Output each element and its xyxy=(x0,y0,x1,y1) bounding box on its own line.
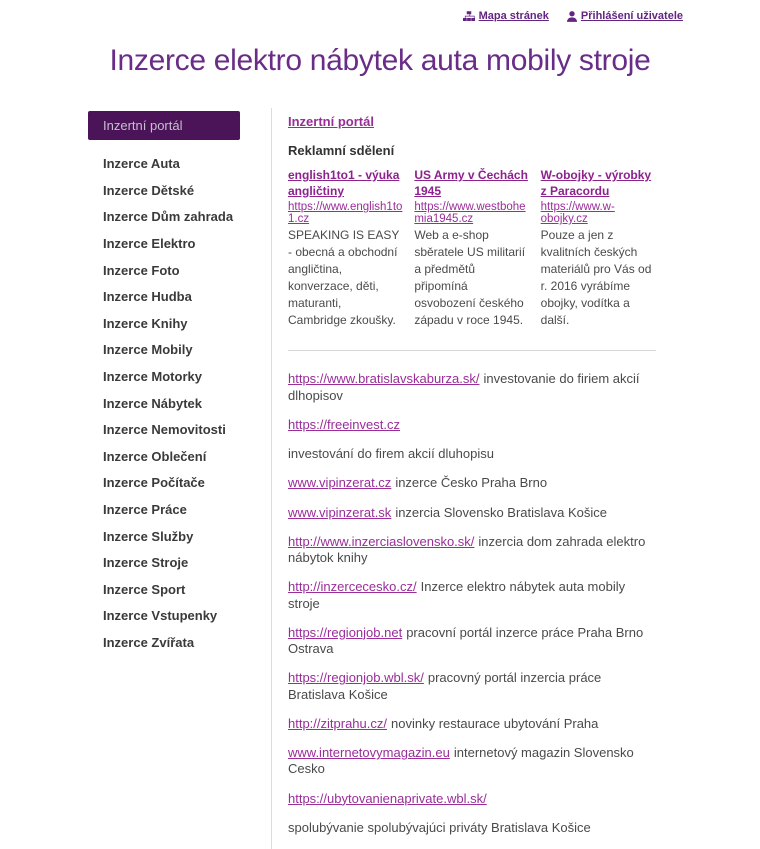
sidebar-item[interactable]: Inzerce Stroje xyxy=(103,555,189,571)
link-row xyxy=(288,579,656,612)
sidebar-item[interactable]: Inzerce Elektro xyxy=(103,236,196,252)
link-row xyxy=(288,371,656,404)
link-row xyxy=(288,417,656,433)
ad-url-link[interactable]: https://www.westbohemia1945.cz xyxy=(414,201,526,226)
link-row-text: inzercia dom zahrada elektro nábytok knihy xyxy=(288,533,646,566)
sidebar-item[interactable]: Inzerce Auta xyxy=(103,156,180,172)
link-row xyxy=(288,446,656,462)
sidebar-item[interactable]: Inzerce Knihy xyxy=(103,315,188,331)
sidebar-item[interactable]: Inzerce Práce xyxy=(103,502,187,518)
sidebar-item[interactable]: Inzerce Oblečení xyxy=(103,448,207,464)
external-link[interactable]: https://regionjob.wbl.sk/ xyxy=(288,670,424,686)
external-link[interactable]: https://regionjob.net xyxy=(288,624,403,640)
ad-description: Web a e-shop sběratele US militarií a předmětů připomíná osvobození českého západu v roce 1945. xyxy=(414,228,526,328)
ads-row xyxy=(288,168,656,329)
link-row-text: internetový magazin Slovensko Cesko xyxy=(288,745,634,777)
link-row-text: spolubývanie spolubývajúci priváty Bratislava Košice xyxy=(288,819,591,835)
link-row-text: inzerce Česko Praha Brno xyxy=(395,475,548,491)
sidebar-item[interactable]: Inzerce Foto xyxy=(103,262,180,278)
login-link[interactable] xyxy=(567,10,683,22)
sidebar-item-inzertni-portal-active[interactable]: Inzertní portál xyxy=(88,111,240,140)
link-row xyxy=(288,475,656,491)
ad-title-link[interactable]: W-obojky - výrobky z Paracordu xyxy=(540,168,652,198)
link-row xyxy=(288,505,656,521)
link-row-text: investování do firem akcií dluhopisu xyxy=(288,446,494,462)
sitemap-link-label: Mapa stránek xyxy=(478,10,549,22)
sidebar-item[interactable]: Inzerce Nábytek xyxy=(103,395,202,411)
content xyxy=(272,108,656,849)
sidebar-item[interactable]: Inzerce Služby xyxy=(103,528,194,544)
external-link[interactable]: http://inzercecesko.cz/ xyxy=(288,579,417,595)
external-link[interactable]: www.vipinzerat.cz xyxy=(288,475,392,491)
link-row xyxy=(288,670,656,703)
ads-heading: Reklamní sdělení xyxy=(288,143,395,158)
ad-description: Pouze a jen z kvalitních českých materiálů pro Vás od r. 2016 vyrábíme obojky, vodítka a další. xyxy=(540,228,652,328)
link-row-text: pracovní portál inzerce práce Praha Brno Ostrava xyxy=(288,624,644,657)
sidebar-item[interactable]: Inzerce Mobily xyxy=(103,342,193,358)
external-link[interactable]: www.internetovymagazin.eu xyxy=(288,745,450,761)
link-row xyxy=(288,625,656,658)
sitemap-link[interactable] xyxy=(463,10,549,22)
sitemap-icon xyxy=(463,11,475,22)
ad-title-link[interactable]: US Army v Čechách 1945 xyxy=(414,168,528,198)
divider xyxy=(288,350,656,351)
external-link[interactable]: https://ubytovanienaprivate.wbl.sk/ xyxy=(288,790,487,806)
main-layout xyxy=(85,108,672,849)
ad-card xyxy=(414,168,529,329)
sidebar-item[interactable]: Inzerce Motorky xyxy=(103,369,202,385)
external-link[interactable]: http://zitprahu.cz/ xyxy=(288,715,387,731)
topbar xyxy=(0,0,760,22)
sidebar-item[interactable]: Inzerce Dům zahrada xyxy=(103,209,234,225)
link-row-text: novinky restaurace ubytování Praha xyxy=(391,715,599,731)
ad-description: SPEAKING IS EASY - obecná a obchodní angličtina, konverzace, děti, maturanti, Cambridge zkoušky. xyxy=(288,228,400,328)
link-row-text: inzercia Slovensko Bratislava Košice xyxy=(395,504,608,520)
external-link[interactable]: https://www.bratislavskaburza.sk/ xyxy=(288,371,480,387)
link-row-text: investovanie do firiem akcií dlhopisov xyxy=(288,371,640,403)
external-link[interactable]: https://freeinvest.cz xyxy=(288,416,400,432)
link-row-text: Inzerce elektro nábytek auta mobily stroje xyxy=(288,579,626,611)
sidebar-item-list xyxy=(85,151,271,655)
link-row xyxy=(288,534,656,567)
link-row-text: pracovný portál inzercia práce Bratislava Košice xyxy=(288,670,602,702)
link-row xyxy=(288,791,656,807)
link-list xyxy=(288,371,656,836)
sidebar-item[interactable]: Inzerce Dětské xyxy=(103,182,195,198)
ad-title-link[interactable]: english1to1 - výuka angličtiny xyxy=(288,168,400,198)
link-row xyxy=(288,745,656,778)
link-row xyxy=(288,716,656,732)
login-link-label: Přihlášení uživatele xyxy=(580,10,683,22)
ad-card xyxy=(541,168,656,329)
sidebar-item[interactable]: Inzerce Zvířata xyxy=(103,634,195,650)
external-link[interactable]: http://www.inzerciaslovensko.sk/ xyxy=(288,533,475,549)
sidebar-item[interactable]: Inzerce Hudba xyxy=(103,289,192,305)
breadcrumb-link[interactable]: Inzertní portál xyxy=(288,114,374,129)
user-icon xyxy=(567,11,577,22)
link-row xyxy=(288,820,656,836)
sidebar-item[interactable]: Inzerce Počítače xyxy=(103,475,205,491)
ad-url-link[interactable]: https://www.w-obojky.cz xyxy=(540,201,615,226)
sidebar-item[interactable]: Inzerce Nemovitosti xyxy=(103,422,226,438)
ad-url-link[interactable]: https://www.english1to1.cz xyxy=(288,201,403,226)
ad-card xyxy=(288,168,403,329)
external-link[interactable]: www.vipinzerat.sk xyxy=(288,504,392,520)
sidebar-item[interactable]: Inzerce Sport xyxy=(103,581,186,597)
sidebar xyxy=(85,108,272,849)
sidebar-item[interactable]: Inzerce Vstupenky xyxy=(103,608,218,624)
page-title: Inzerce elektro nábytek auta mobily stroje xyxy=(109,44,651,77)
